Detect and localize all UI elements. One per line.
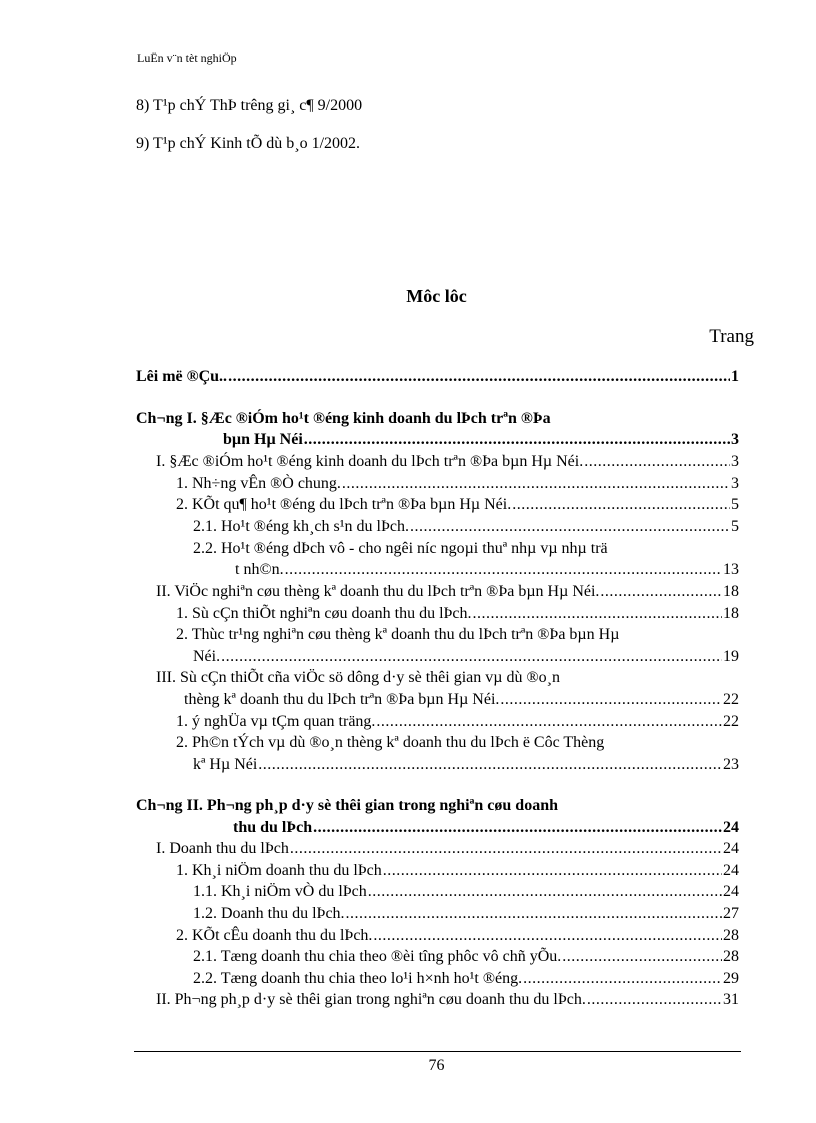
toc-entry-2-I-1: 1. Kh¸i niÖm doanh thu du lÞch ..... 24 (176, 861, 739, 881)
footer-rule (134, 1051, 741, 1052)
toc-entry-2-I: I. Doanh thu du lÞch ..... 24 (156, 839, 739, 859)
toc-entry-1-II-1: 1. Sù cÇn thiÕt nghiªn cøu doanh thu du lÞch. ..... 18 (176, 604, 739, 624)
toc-entry-2-I-2-2: 2.2. Tæng doanh thu chia theo lo¹i h×nh ho¹t ®éng. ..... 29 (193, 969, 739, 989)
toc-entry-chapter-1-line-2: bµn Hµ Néi ..... 3 (223, 430, 739, 450)
toc-entry-2-I-1-1: 1.1. Kh¸i niÖm vÒ du lÞch ..... 24 (193, 882, 739, 902)
toc-entry-1-III-2-line-1: 2. Ph©n tÝch vµ dù ®o¸n thèng kª doanh thu du lÞch ë Côc Thèng (176, 734, 605, 751)
toc-entry-1-II: II. ViÖc nghiªn cøu thèng kª doanh thu du lÞch trªn ®Þa bµn Hµ Néi. ..... 18 (156, 582, 739, 602)
toc-title: Môc lôc (406, 286, 467, 306)
toc-entry-1-I-2-1: 2.1. Ho¹t ®éng kh¸ch s¹n du lÞch. ..... 5 (193, 517, 739, 537)
running-header: LuËn v¨n tèt nghiÖp (137, 51, 237, 65)
toc-entry-2-I-2: 2. KÕt cÊu doanh thu du lÞch. ..... 28 (176, 926, 739, 946)
toc-entry-1-II-2-line-1: 2. Thùc tr¹ng nghiªn cøu thèng kª doanh thu du lÞch trªn ®Þa bµn Hµ (176, 626, 620, 643)
toc-entry-2-I-2-1: 2.1. Tæng doanh thu chia theo ®èi tîng phôc vô chñ yÕu. ..... 28 (193, 947, 739, 967)
toc-entry-2-I-1-2: 1.2. Doanh thu du lÞch. ..... 27 (193, 904, 739, 924)
toc-entry-1-III-line-2: thèng kª doanh thu du lÞch trªn ®Þa bµn Hµ Néi. ..... 22 (184, 690, 739, 710)
reference-9: 9) T¹p chÝ Kinh tÕ dù b¸o 1/2002. (136, 135, 361, 152)
reference-8: 8) T¹p chÝ ThÞ trêng gi¸ c¶ 9/2000 (136, 97, 363, 114)
page-column-label: Trang (709, 326, 754, 347)
toc-entry-1-I-1: 1. Nh÷ng vÊn ®Ò chung. ..... 3 (176, 474, 739, 494)
toc-entry-1-II-2-line-2: Néi. ..... 19 (193, 647, 739, 667)
toc-entry-1-I: I. §Æc ®iÓm ho¹t ®éng kinh doanh du lÞch trªn ®Þa bµn Hµ Néi. ..... 3 (156, 452, 739, 472)
toc-entry-1-I-2-2-line-1: 2.2. Ho¹t ®éng dÞch vô - cho ngêi níc ngoµi thuª nhµ vµ nhµ trä (193, 540, 608, 557)
toc-entry-1-III-1: 1. ý nghÜa vµ tÇm quan träng. ..... 22 (176, 712, 739, 732)
toc-entry-chapter-2-line-1: Ch¬ng II. Ph¬ng ph¸p d·y sè thêi gian trong nghiªn cøu doanh (136, 797, 558, 814)
toc-entry-chapter-2-line-2: thu du lÞch ..... 24 (233, 818, 739, 838)
toc-entry-1-III-2-line-2: kª Hµ Néi ..... 23 (193, 755, 739, 775)
toc-entry-1-III-line-1: III. Sù cÇn thiÕt cña viÖc sö dông d·y sè thêi gian vµ dù ®o¸n (156, 669, 560, 686)
toc-entry-1-I-2: 2. KÕt qu¶ ho¹t ®éng du lÞch trªn ®Þa bµn Hµ Néi. ..... 5 (176, 495, 739, 515)
toc-entry-2-II: II. Ph¬ng ph¸p d·y sè thêi gian trong nghiªn cøu doanh thu du lÞch. ..... 31 (156, 990, 739, 1010)
toc-entry-chapter-1-line-1: Ch¬ng I. §Æc ®iÓm ho¹t ®éng kinh doanh du lÞch trªn ®Þa (136, 410, 551, 427)
toc-entry-1-I-2-2-line-2: t nh©n. ..... 13 (235, 560, 739, 580)
toc-entry-intro: Lêi më ®Çu.. ..... 1 (136, 367, 739, 387)
page-number: 76 (428, 1057, 445, 1074)
